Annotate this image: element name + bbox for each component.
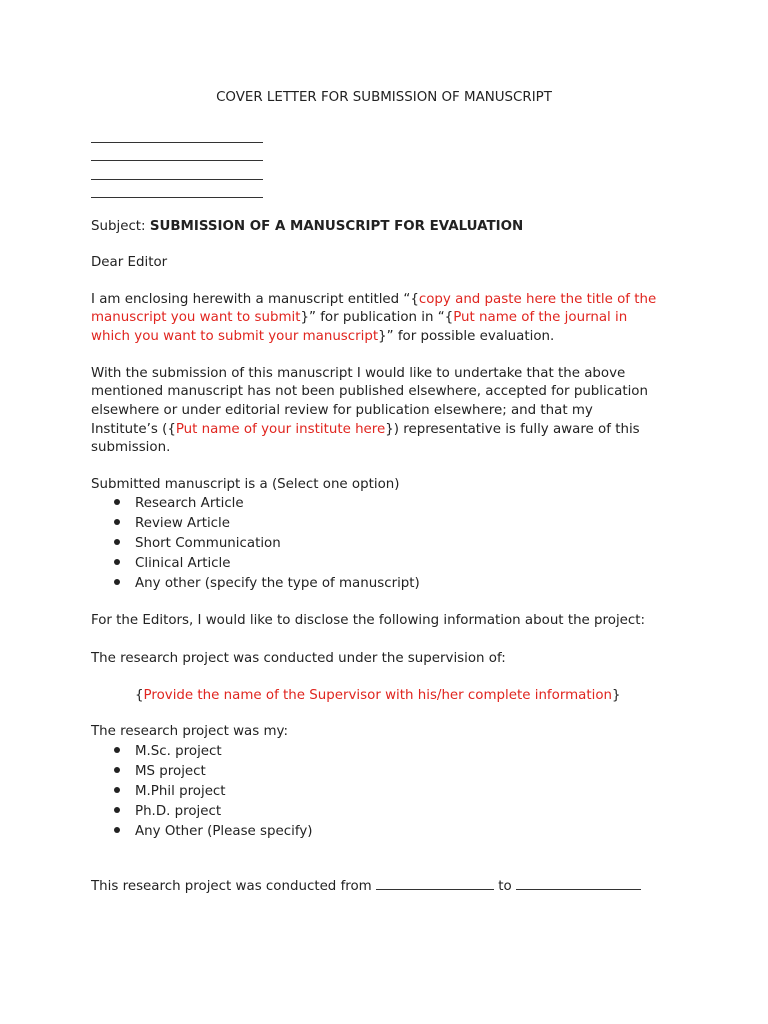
paragraph-line: With the submission of this manuscript I would like to undertake that the above xyxy=(91,366,626,381)
subject-text: SUBMISSION OF A MANUSCRIPT FOR EVALUATION xyxy=(149,219,524,234)
paragraph-line xyxy=(91,421,640,439)
text-span: { xyxy=(135,688,144,703)
paragraph-line: mentioned manuscript has not been published elsewhere, accepted for publication xyxy=(91,384,648,399)
bullet-icon xyxy=(114,767,120,773)
list-item-label: M.Sc. project xyxy=(135,744,222,759)
list-item-label: MS project xyxy=(135,764,206,779)
list-item xyxy=(114,762,206,782)
bullet-icon xyxy=(114,807,120,813)
title-placeholder: manuscript you want to submit xyxy=(91,310,301,325)
bullet-icon xyxy=(114,827,120,833)
text-span: This research project was conducted from xyxy=(91,879,376,894)
paragraph-line: elsewhere or under editorial review for publication elsewhere; and that my xyxy=(91,403,593,418)
list-item-label: Clinical Article xyxy=(135,556,231,571)
address-line[interactable] xyxy=(91,142,263,143)
bullet-icon xyxy=(114,559,120,565)
list-item xyxy=(114,742,222,762)
text-span: I am enclosing herewith a manuscript entitled “{ xyxy=(91,292,419,307)
list-item xyxy=(114,802,221,822)
paragraph-line xyxy=(91,291,656,309)
project-type-intro: The research project was my: xyxy=(91,724,288,739)
supervision-line: The research project was conducted under the supervision of: xyxy=(91,651,506,666)
greeting: Dear Editor xyxy=(91,255,168,270)
paragraph-line xyxy=(91,309,627,327)
list-item xyxy=(114,554,231,574)
bullet-icon xyxy=(114,539,120,545)
text-span: } xyxy=(612,688,621,703)
list-item xyxy=(114,822,312,842)
list-item xyxy=(114,782,226,802)
end-date-blank[interactable] xyxy=(516,878,641,890)
text-span: to xyxy=(493,879,516,894)
bullet-icon xyxy=(114,787,120,793)
list-item-label: Ph.D. project xyxy=(135,804,222,819)
list-item xyxy=(114,574,420,594)
subject-line xyxy=(91,218,523,236)
list-item-label: Any Other (Please specify) xyxy=(135,824,313,839)
address-line[interactable] xyxy=(91,160,263,161)
list-item xyxy=(114,494,244,514)
text-span: }” for possible evaluation. xyxy=(378,329,555,344)
list-item-label: Any other (specify the type of manuscript) xyxy=(135,576,420,591)
bullet-icon xyxy=(114,499,120,505)
list-item-label: Short Communication xyxy=(135,536,281,551)
text-span: }” for publication in “{ xyxy=(300,310,454,325)
text-span: Institute’s ({ xyxy=(91,422,176,437)
paragraph-line: submission. xyxy=(91,440,171,455)
duration-line xyxy=(91,878,641,896)
address-line[interactable] xyxy=(91,197,263,198)
list-item xyxy=(114,514,230,534)
list-item xyxy=(114,534,281,554)
journal-placeholder: Put name of the journal in xyxy=(453,310,628,325)
manuscript-type-intro: Submitted manuscript is a (Select one option) xyxy=(91,477,400,492)
journal-placeholder: which you want to submit your manuscript xyxy=(91,329,379,344)
supervisor-placeholder: Provide the name of the Supervisor with his/her complete information xyxy=(143,688,613,703)
list-item-label: Review Article xyxy=(135,516,230,531)
list-item-label: Research Article xyxy=(135,496,244,511)
paragraph-line xyxy=(91,328,554,346)
address-line[interactable] xyxy=(91,179,263,180)
supervisor-placeholder-line xyxy=(135,687,621,705)
institute-placeholder: Put name of your institute here xyxy=(175,422,386,437)
bullet-icon xyxy=(114,747,120,753)
text-span: }) representative is fully aware of this xyxy=(385,422,640,437)
bullet-icon xyxy=(114,579,120,585)
list-item-label: M.Phil project xyxy=(135,784,226,799)
document-title: COVER LETTER FOR SUBMISSION OF MANUSCRIPT xyxy=(216,90,552,105)
subject-label: Subject: xyxy=(91,219,150,234)
title-placeholder: copy and paste here the title of the xyxy=(418,292,657,307)
start-date-blank[interactable] xyxy=(376,878,494,890)
bullet-icon xyxy=(114,519,120,525)
disclosure-line: For the Editors, I would like to disclose the following information about the project: xyxy=(91,613,646,628)
